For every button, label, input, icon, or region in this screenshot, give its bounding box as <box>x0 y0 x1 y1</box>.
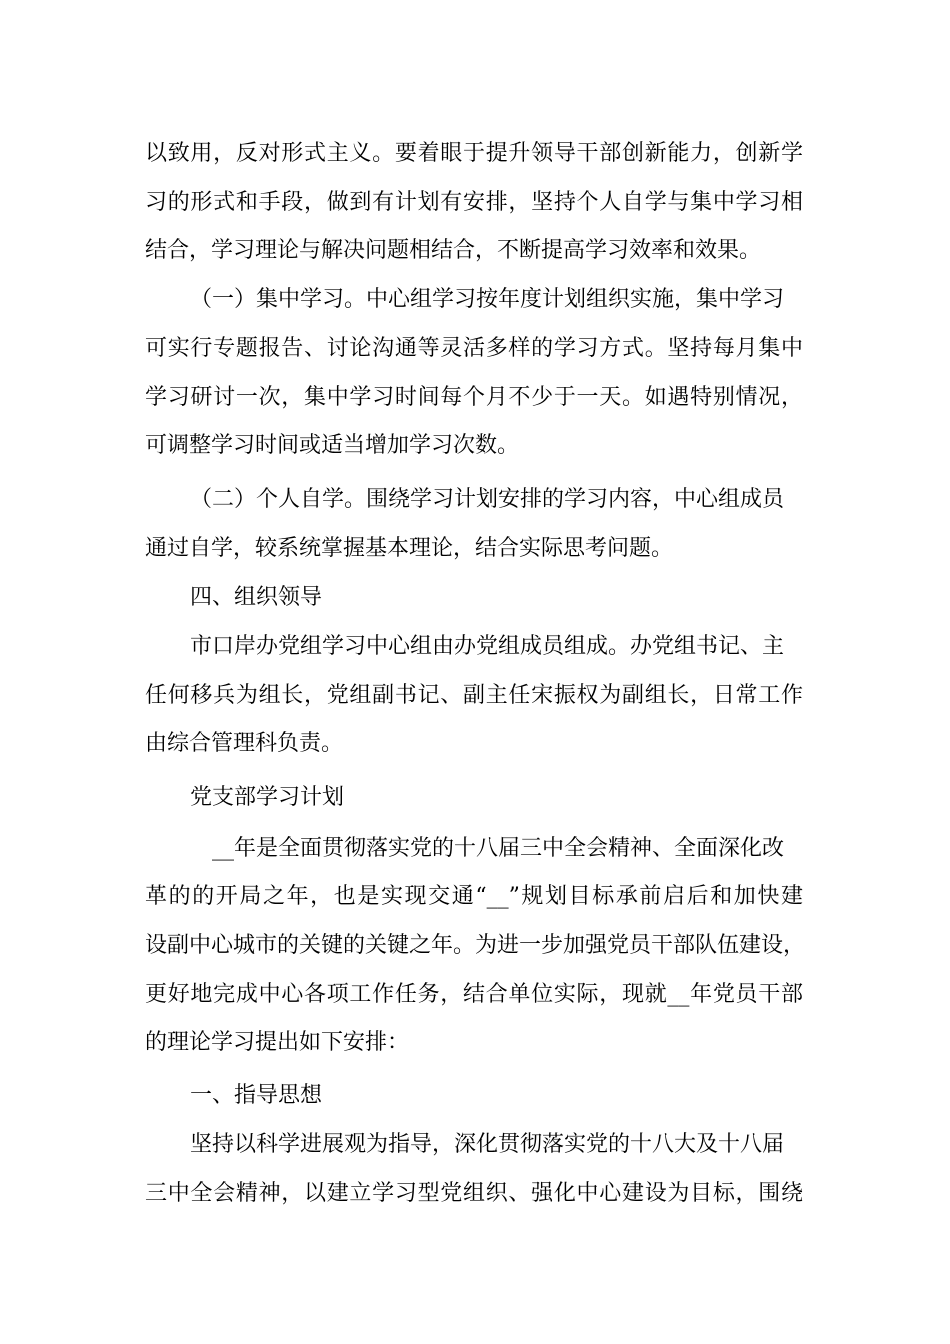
text-line <box>0 129 950 179</box>
paragraph-text: 结合，学习理论与解决问题相结合，不断提高学习效率和效果。 <box>145 238 762 263</box>
heading-text: 四、组织领导 <box>190 585 323 610</box>
paragraph-text: 革的的开局之年，也是实现交通“__”规划目标承前启后和加快建 <box>145 884 803 909</box>
paragraph-text: 三中全会精神，以建立学习型党组织、强化中心建设为目标，围绕 <box>145 1181 803 1206</box>
text-line <box>0 719 950 769</box>
paragraph-text: 任何移兵为组长，党组副书记、副主任宋振权为副组长，日常工作 <box>145 683 803 708</box>
text-line <box>0 1018 950 1068</box>
text-line <box>0 178 950 228</box>
text-line <box>0 524 950 574</box>
text-line <box>0 872 950 922</box>
paragraph-text: 设副中心城市的关键的关键之年。为进一步加强党员干部队伍建设， <box>145 933 806 958</box>
paragraph-text: （二）个人自学。围绕学习计划安排的学习内容，中心组成员 <box>190 487 785 512</box>
paragraph-text: 的理论学习提出如下安排： <box>145 1030 410 1055</box>
text-line <box>0 324 950 374</box>
text-line <box>0 475 950 525</box>
text-line <box>0 275 950 325</box>
text-line <box>0 373 950 423</box>
paragraph-text: （一）集中学习。中心组学习按年度计划组织实施，集中学习 <box>190 287 785 312</box>
section-heading <box>0 1071 950 1121</box>
paragraph-text: 坚持以科学进展观为指导，深化贯彻落实党的十八大及十八届 <box>190 1132 785 1157</box>
heading-text: 一、指导思想 <box>190 1083 323 1108</box>
paragraph-text: 习的形式和手段，做到有计划有安排，坚持个人自学与集中学习相 <box>145 190 803 215</box>
text-line <box>0 921 950 971</box>
paragraph-text: 以致用，反对形式主义。要着眼于提升领导干部创新能力，创新学 <box>145 141 803 166</box>
paragraph-text: 可调整学习时间或适当增加学习次数。 <box>145 433 520 458</box>
text-line <box>0 226 950 276</box>
text-line <box>0 970 950 1020</box>
paragraph-text: 通过自学，较系统掌握基本理论，结合实际思考问题。 <box>145 536 674 561</box>
paragraph-text: 学习研讨一次，集中学习时间每个月不少于一天。如遇特别情况， <box>145 385 803 410</box>
paragraph-text: 更好地完成中心各项工作任务，结合单位实际，现就__年党员干部 <box>145 982 803 1007</box>
text-line <box>0 421 950 471</box>
section-heading <box>0 773 950 823</box>
section-heading <box>0 573 950 623</box>
paragraph-text: 由综合管理科负责。 <box>145 731 344 756</box>
heading-text: 党支部学习计划 <box>190 785 345 810</box>
text-line <box>0 1169 950 1219</box>
paragraph-text: 可实行专题报告、讨论沟通等灵活多样的学习方式。坚持每月集中 <box>145 336 803 361</box>
paragraph-text: __年是全面贯彻落实党的十八届三中全会精神、全面深化改 <box>212 836 785 861</box>
text-line <box>0 824 950 874</box>
text-line <box>0 671 950 721</box>
text-line <box>0 1120 950 1170</box>
paragraph-text: 市口岸办党组学习中心组由办党组成员组成。办党组书记、主 <box>190 634 785 659</box>
text-line <box>0 622 950 672</box>
